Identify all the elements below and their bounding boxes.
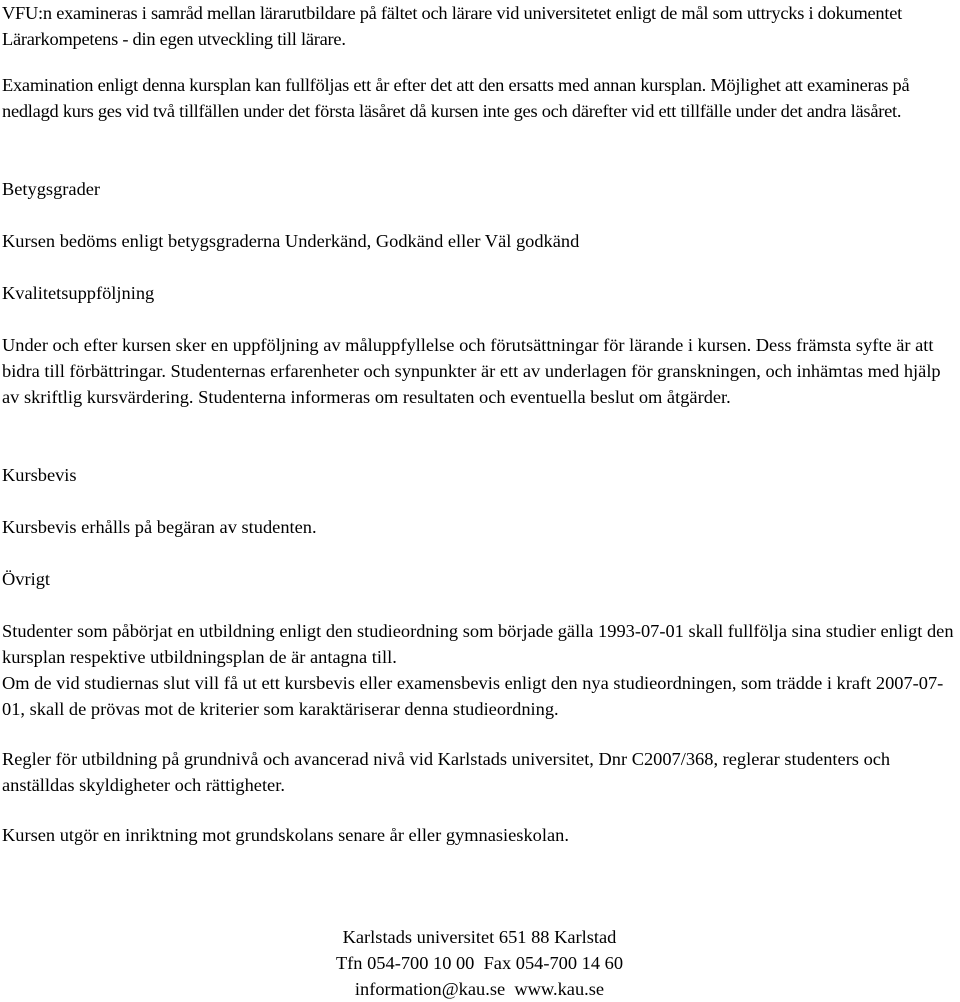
section-paragraph: Under och efter kursen sker en uppföljning av måluppfyllelse och förutsättningar för lärande i kursen. Dess främsta syfte är att bidra till förbättringar. Studenternas erfarenheter och synpunkter är ett av underlagen för granskningen, och inhämtas med hjälp av skriftlig kursvärdering. Studenterna informeras om resultaten och eventuella beslut om åtgärder. [2,335,941,407]
section-betygsgrader-heading-block [2,176,957,202]
footer [2,924,957,1002]
section-ovrigt-body-1 [2,618,957,670]
section-paragraph: Om de vid studiernas slut vill få ut ett kursbevis eller examensbevis enligt den nya studieordningen, som trädde i kraft 2007-07-01, skall de prövas mot de kriterier som karaktäriserar denna studieordning. [2,673,944,719]
section-kursbevis-body [2,514,957,540]
section-kvalitet-heading-block [2,280,957,306]
section-paragraph: Kursen utgör en inriktning mot grundskolans senare år eller gymnasieskolan. [2,825,569,845]
section-paragraph: Regler för utbildning på grundnivå och avancerad nivå vid Karlstads universitet, Dnr C2007/368, reglerar studenters och anställdas skyldigheter och rättigheter. [2,749,891,795]
section-heading: Övrigt [2,569,51,589]
section-heading: Betygsgrader [2,179,101,199]
intro-vfu-block [2,0,957,52]
section-betygsgrader-body [2,228,957,254]
section-paragraph: Kursbevis erhålls på begäran av studenten. [2,517,317,537]
section-heading: Kvalitetsuppföljning [2,283,155,303]
intro-examination-paragraph: Examination enligt denna kursplan kan fullföljas ett år efter det att den ersatts med annan kursplan. Möjlighet att examineras på nedlagd kurs ges vid två tillfällen under det första läsåret då kursen inte ges och därefter vid ett tillfälle under det andra läsåret. [2,75,910,121]
section-paragraph: Studenter som påbörjat en utbildning enligt den studieordning som började gälla 1993-07-01 skall fullfölja sina studier enligt den kursplan respektive utbildningsplan de är antagna till. [2,621,954,667]
section-kvalitet-body [2,332,957,410]
intro-examination-block [2,72,957,124]
footer-phone-fax: Tfn 054-700 10 00 Fax 054-700 14 60 [335,953,624,973]
intro-vfu-paragraph: VFU:n examineras i samråd mellan lärarutbildare på fältet och lärare vid universitetet enligt de mål som uttrycks i dokumentet Lärarkompetens - din egen utveckling till lärare. [2,3,902,49]
section-ovrigt-body-3 [2,746,957,798]
section-paragraph: Kursen bedöms enligt betygsgraderna Underkänd, Godkänd eller Väl godkänd [2,231,580,251]
footer-address: Karlstads universitet 651 88 Karlstad [342,927,617,947]
section-ovrigt-body-2 [2,670,957,722]
footer-web: information@kau.se www.kau.se [354,979,605,999]
section-kursbevis-heading-block [2,462,957,488]
section-heading: Kursbevis [2,465,77,485]
section-ovrigt-body-4 [2,822,957,848]
section-ovrigt-heading-block [2,566,957,592]
